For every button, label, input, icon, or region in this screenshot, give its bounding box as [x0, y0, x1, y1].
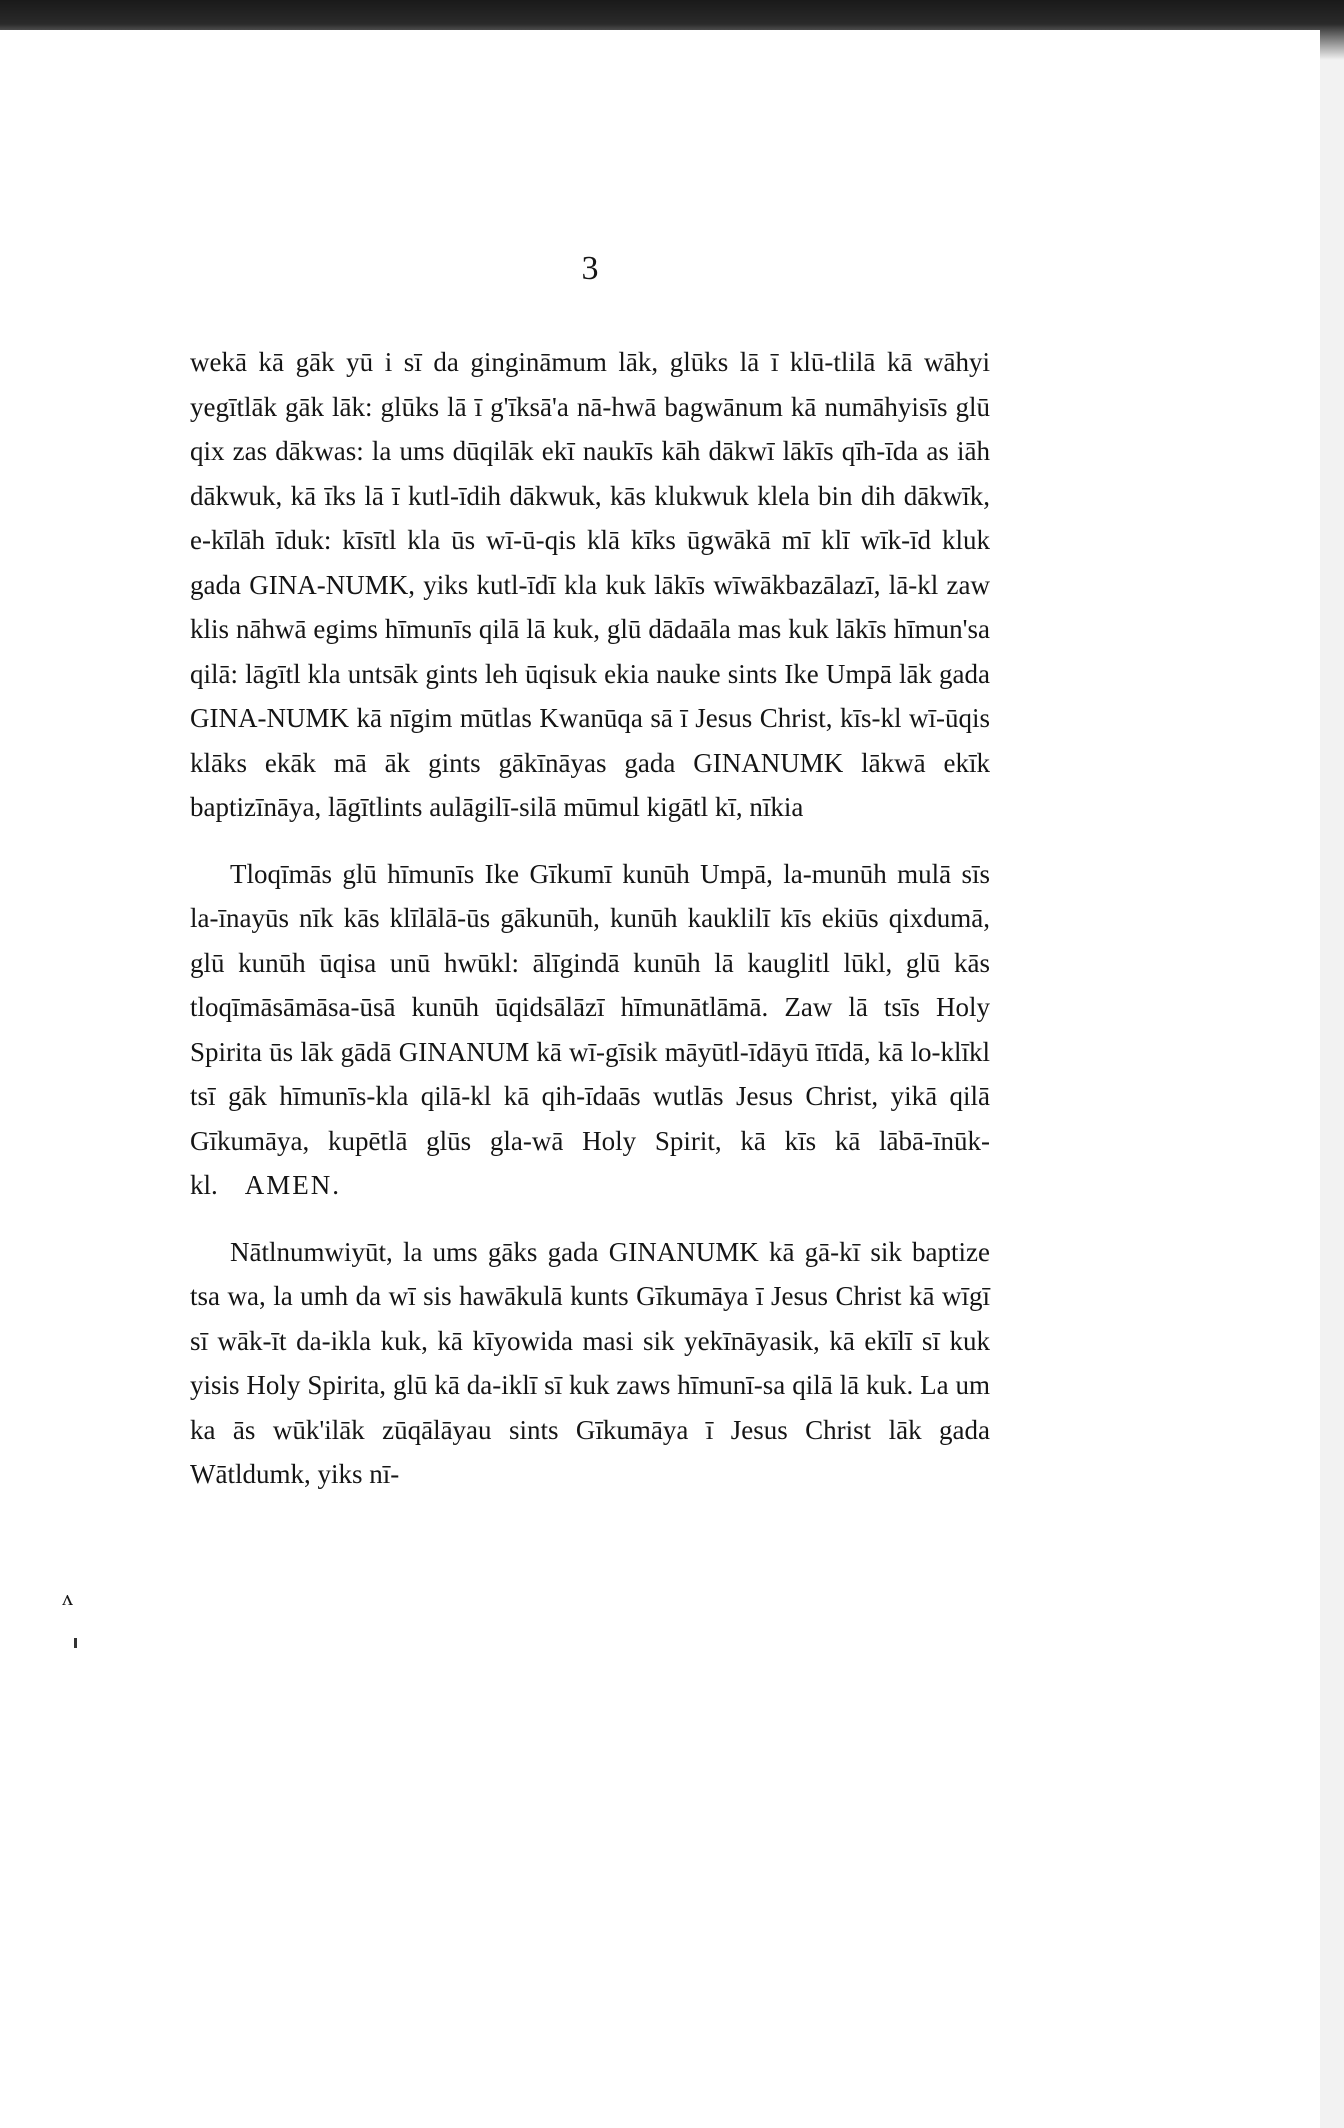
paragraph-2 [190, 852, 990, 1208]
page-number: 3 [581, 250, 599, 287]
amen-label: AMEN. [244, 1170, 342, 1200]
paragraph-1: wekā kā gāk yū i sī da gingināmum lāk, glūks lā ī klū-tlilā kā wāhyi yegītlāk gāk lāk: glūks lā ī g'īksā'a nā-hwā bagwānum kā numāhyisīs glū qix zas dākwas: la ums dūqilāk ekī naukīs kāh dākwī lākīs qīh-īda as iāh dākwuk, kā īks lā ī kutl-īdih dākwuk, kās klukwuk klela bin dih dākwīk, e-kīlāh īduk: kīsītl kla ūs wī-ū-qis klā kīks ūgwākā mī klī wīk-īd kluk gada GINA-NUMK, yiks kutl-īdī kla kuk lākīs wīwākbazālazī, lā-kl zaw klis nāhwā egims hīmunīs qilā lā kuk, glū dādaāla mas kuk lākīs hīmun'sa qilā: lāgītl kla untsāk gints leh ūqisuk ekia nauke sints Ike Umpā lāk gada GINA-NUMK kā nīgim mūtlas Kwanūqa sā ī Jesus Christ, kīs-kl wī-ūqis klāks ekāk mā āk gints gākīnāyas gada GINANUMK lākwā ekīk baptizīnāya, lāgītlints aulāgilī-silā mūmul kigātl kī, nīkia [190, 347, 990, 822]
body-text [190, 340, 990, 1497]
margin-dot [74, 1638, 77, 1648]
paragraph-2-text: Tloqīmās glū hīmunīs Ike Gīkumī kunūh Umpā, la-munūh mulā sīs la-īnayūs nīk kās klīlālā-ūs gākunūh, kunūh kauklilī kīs ekiūs qixdumā, glū kunūh ūqisa unū hwūkl: ālīgindā kunūh lā kauglitl lūkl, glū kās tloqīmāsāmāsa-ūsā kunūh ūqidsālāzī hīmunātlāmā. Zaw lā tsīs Holy Spirita ūs lāk gādā GINANUM kā wī-gīsik māyūtl-īdāyū ītīdā, kā lo-klīkl tsī gāk hīmunīs-kla qilā-kl kā qih-īdaās wutlās Jesus Christ, yikā qilā Gīkumāya, kupētlā glūs gla-wā Holy Spirit, kā kīs kā lābā-īnūk-kl. [190, 858, 990, 1200]
paragraph-3: Nātlnumwiyūt, la ums gāks gada GINANUMK kā gā-kī sik baptize tsa wa, la umh da wī sis hawākulā kunts Gīkumāya ī Jesus Christ kā wīgī sī wāk-īt da-ikla kuk, kā kīyowida masi sik yekīnāyasik, kā ekīlī sī kuk yisis Holy Spirita, glū kā da-iklī sī kuk zaws hīmunī-sa qilā lā kuk. La um ka ās wūk'ilāk zūqālāyau sints Gīkumāya ī Jesus Christ lāk gada Wātldumk, yiks nī- [190, 1236, 990, 1489]
margin-mark: ʌ [62, 1585, 73, 1610]
